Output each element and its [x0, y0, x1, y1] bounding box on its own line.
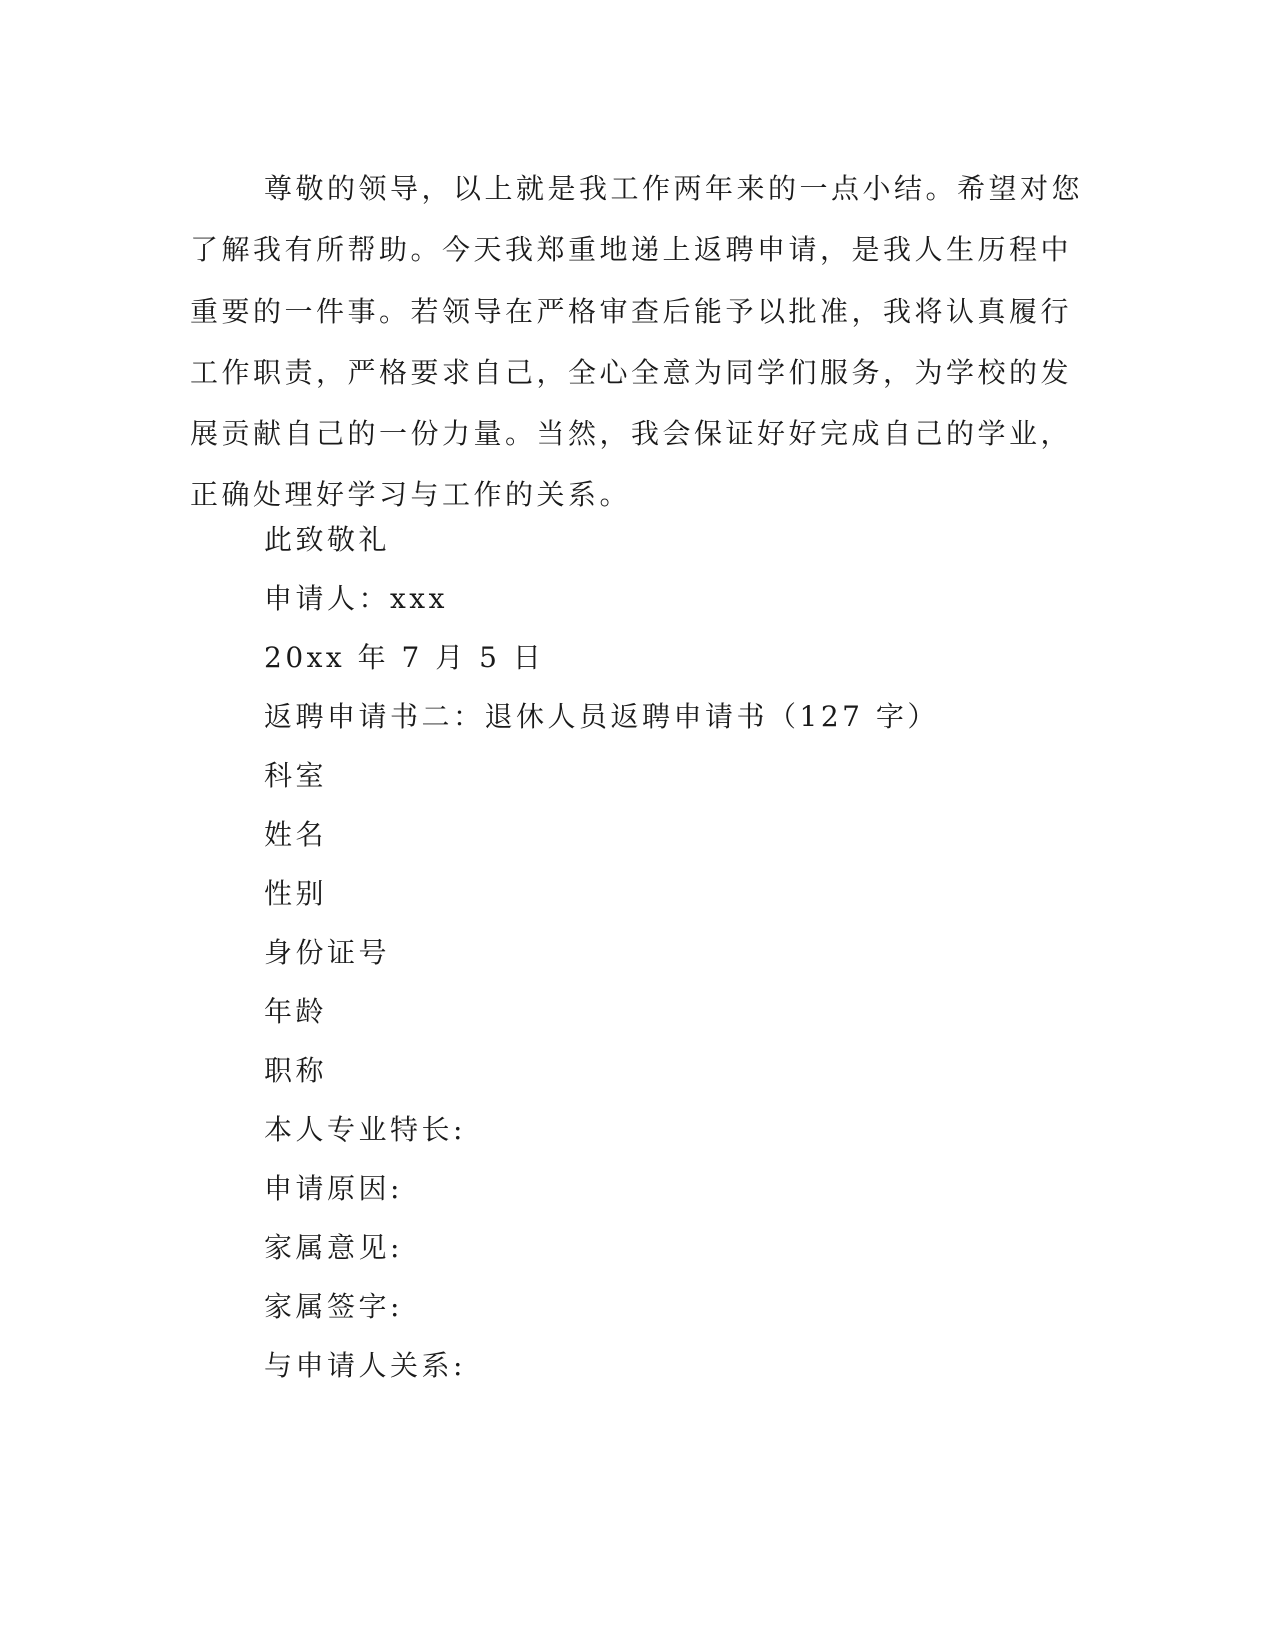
field-name: 姓名	[264, 818, 328, 851]
field-specialty: 本人专业特长:	[264, 1113, 466, 1146]
applicant-line: 申请人：xxx	[264, 582, 448, 615]
field-reason: 申请原因:	[264, 1172, 403, 1205]
body-paragraph: 尊敬的领导，以上就是我工作两年来的一点小结。希望对您了解我有所帮助。今天我郑重地递上返聘申请，是我人生历程中重要的一件事。若领导在严格审查后能予以批准，我将认真履行工作职责，严格要求自己，全心全意为同学们服务，为学校的发展贡献自己的一份力量。当然，我会保证好好完成自己的学业，正确处理好学习与工作的关系。	[190, 172, 1084, 512]
closing-salutation: 此致敬礼	[264, 523, 391, 556]
field-relationship: 与申请人关系:	[264, 1349, 466, 1382]
field-family-signature: 家属签字:	[264, 1290, 403, 1323]
date-line: 20xx 年 7 月 5 日	[264, 641, 545, 674]
form-title: 返聘申请书二：退休人员返聘申请书（127 字）	[264, 700, 939, 733]
field-gender: 性别	[264, 877, 328, 910]
field-family-opinion: 家属意见:	[264, 1231, 403, 1264]
field-department: 科室	[264, 759, 328, 792]
field-age: 年龄	[264, 995, 328, 1028]
field-title: 职称	[264, 1054, 328, 1087]
field-id-number: 身份证号	[264, 936, 391, 969]
